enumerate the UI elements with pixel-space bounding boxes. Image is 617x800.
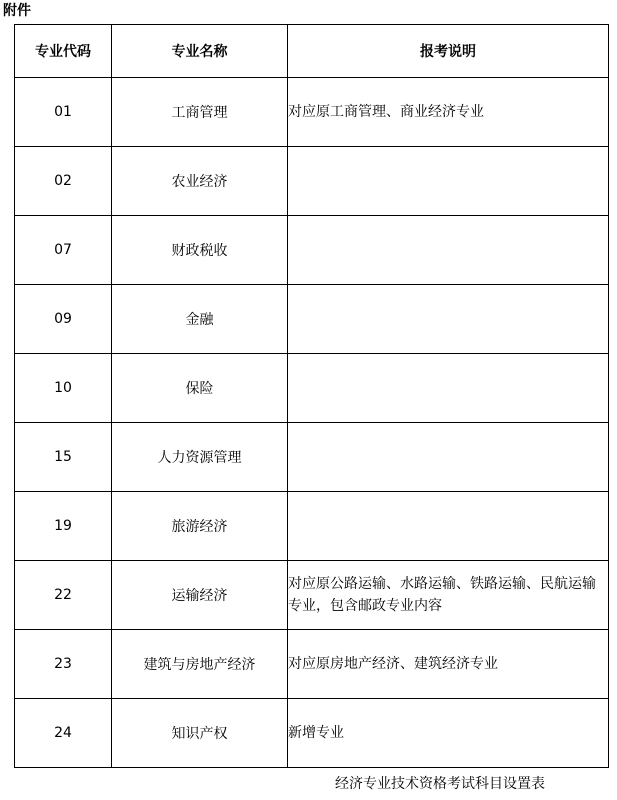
cell-name: 运输经济	[112, 561, 288, 630]
subject-table	[14, 24, 609, 768]
table-row	[15, 354, 609, 423]
header-note: 报考说明	[288, 25, 609, 78]
cell-code: 22	[15, 561, 112, 630]
cell-code: 02	[15, 147, 112, 216]
cell-code: 07	[15, 216, 112, 285]
cell-code: 10	[15, 354, 112, 423]
cell-note	[288, 423, 609, 492]
cell-note	[288, 354, 609, 423]
cell-code: 24	[15, 699, 112, 768]
cell-note	[288, 285, 609, 354]
cell-name: 金融	[112, 285, 288, 354]
header-code: 专业代码	[15, 25, 112, 78]
table-header-row	[15, 25, 609, 78]
table-row	[15, 78, 609, 147]
cell-note	[288, 492, 609, 561]
cell-note	[288, 147, 609, 216]
cell-name: 旅游经济	[112, 492, 288, 561]
table-row	[15, 216, 609, 285]
table-row	[15, 285, 609, 354]
cell-code: 15	[15, 423, 112, 492]
cell-name: 农业经济	[112, 147, 288, 216]
cell-name: 保险	[112, 354, 288, 423]
table-row	[15, 423, 609, 492]
cell-name: 建筑与房地产经济	[112, 630, 288, 699]
table-row	[15, 561, 609, 630]
cell-note: 对应原房地产经济、建筑经济专业	[288, 630, 609, 699]
cell-name: 人力资源管理	[112, 423, 288, 492]
table-row	[15, 630, 609, 699]
cell-code: 01	[15, 78, 112, 147]
cell-name: 财政税收	[112, 216, 288, 285]
table-row	[15, 699, 609, 768]
attachment-label: 附件	[3, 3, 31, 19]
table-caption: 经济专业技术资格考试科目设置表	[335, 776, 545, 792]
cell-code: 09	[15, 285, 112, 354]
table-row	[15, 492, 609, 561]
cell-note	[288, 216, 609, 285]
table-row	[15, 147, 609, 216]
header-name: 专业名称	[112, 25, 288, 78]
cell-code: 23	[15, 630, 112, 699]
cell-note: 对应原工商管理、商业经济专业	[288, 78, 609, 147]
cell-note: 新增专业	[288, 699, 609, 768]
cell-name: 知识产权	[112, 699, 288, 768]
cell-name: 工商管理	[112, 78, 288, 147]
cell-note: 对应原公路运输、水路运输、铁路运输、民航运输专业，包含邮政专业内容	[288, 561, 609, 630]
cell-code: 19	[15, 492, 112, 561]
